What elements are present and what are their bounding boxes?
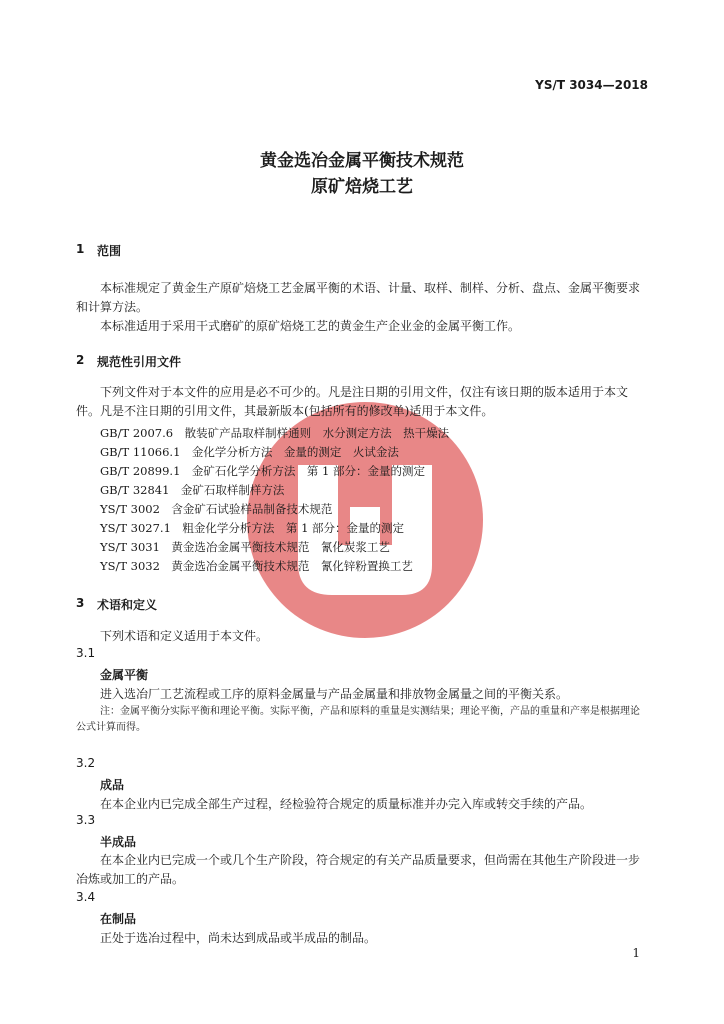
- term-number: 3.3: [76, 813, 96, 827]
- reference-item: GB/T 20899.1 金矿石化学分析方法 第 1 部分：金量的测定: [100, 464, 426, 478]
- reference-item: YS/T 3032 黄金选冶金属平衡技术规范 氰化锌粉置换工艺: [100, 559, 413, 573]
- section-heading: 术语和定义: [97, 598, 158, 612]
- term-name: 在制品: [100, 912, 137, 926]
- section-number: 2: [76, 353, 85, 367]
- term-name: 成品: [100, 778, 125, 792]
- term-definition: 正处于选冶过程中，尚未达到成品或半成品的制品。: [100, 931, 377, 945]
- reference-item: YS/T 3031 黄金选冶金属平衡技术规范 氰化炭浆工艺: [100, 540, 390, 554]
- section-heading: 规范性引用文件: [97, 355, 182, 369]
- term-number: 3.2: [76, 756, 96, 770]
- reference-item: YS/T 3002 含金矿石试验样品制备技术规范: [100, 502, 333, 516]
- paragraph: 本标准规定了黄金生产原矿焙烧工艺金属平衡的术语、计量、取样、制样、分析、盘点、金属平衡要求和计算方法。: [76, 281, 641, 314]
- term-definition: 进入选冶厂工艺流程或工序的原料金属量与产品金属量和排放物金属量之间的平衡关系。: [100, 687, 569, 701]
- term-name: 金属平衡: [100, 668, 149, 682]
- paragraph: 下列文件对于本文件的应用是必不可少的。凡是注日期的引用文件，仅注有该日期的版本适用于本文件。凡是不注日期的引用文件，其最新版本(包括所有的修改单)适用于本文件。: [76, 385, 629, 418]
- reference-item: GB/T 2007.6 散装矿产品取样制样通则 水分测定方法 热干燥法: [100, 426, 450, 440]
- section-heading: 范围: [97, 244, 122, 258]
- section-number: 3: [76, 596, 85, 610]
- paragraph: 本标准适用于采用干式磨矿的原矿焙烧工艺的黄金生产企业金的金属平衡工作。: [100, 319, 521, 333]
- term-number: 3.4: [76, 890, 96, 904]
- document-subtitle: 原矿焙烧工艺: [311, 177, 413, 197]
- section-number: 1: [76, 242, 85, 256]
- paragraph: 下列术语和定义适用于本文件。: [100, 629, 269, 643]
- page-number: 1: [632, 946, 640, 960]
- term-number: 3.1: [76, 646, 96, 660]
- term-definition: 在本企业内已完成一个或几个生产阶段，符合规定的有关产品质量要求，但尚需在其他生产阶段进一步冶炼或加工的产品。: [76, 853, 641, 886]
- term-definition: 在本企业内已完成全部生产过程，经检验符合规定的质量标准并办完入库或转交手续的产品。: [100, 797, 593, 811]
- document-title: 黄金选冶金属平衡技术规范: [260, 151, 464, 171]
- term-name: 半成品: [100, 835, 137, 849]
- reference-item: GB/T 11066.1 金化学分析方法 金量的测定 火试金法: [100, 445, 399, 459]
- reference-item: YS/T 3027.1 粗金化学分析方法 第 1 部分：金量的测定: [100, 521, 405, 535]
- term-note: 注：金属平衡分实际平衡和理论平衡。实际平衡，产品和原料的重量是实测结果；理论平衡，产品的重量和产率是根据理论公式计算而得。: [76, 706, 640, 733]
- standard-code: YS/T 3034—2018: [535, 78, 648, 92]
- reference-item: GB/T 32841 金矿石取样制样方法: [100, 483, 285, 497]
